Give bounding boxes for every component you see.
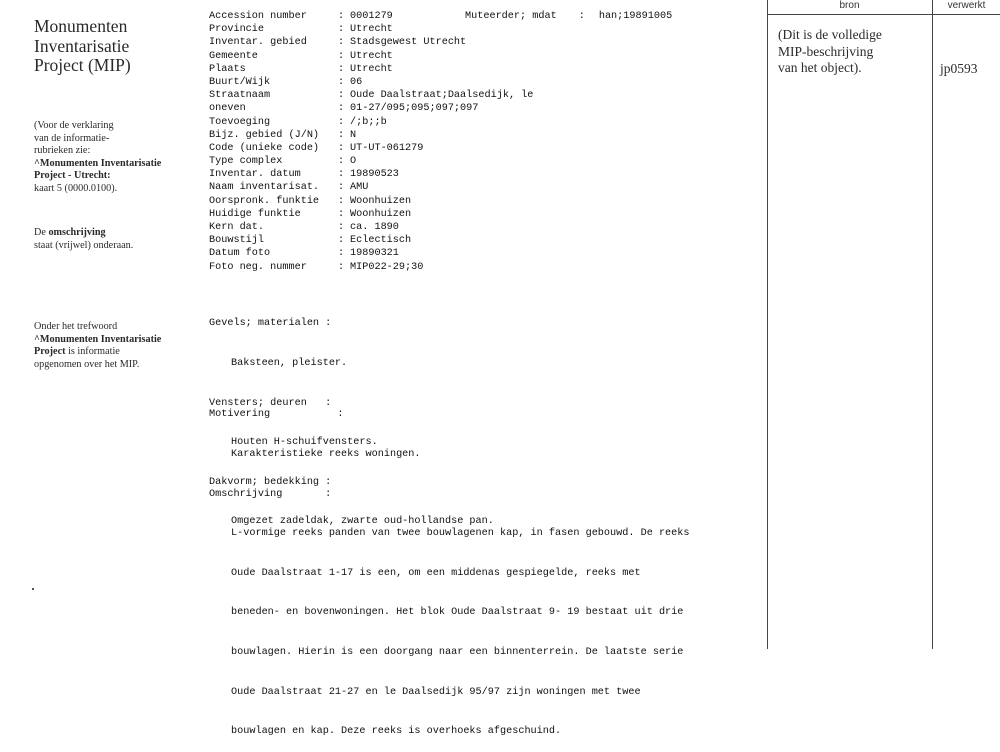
field-value: /;b;;b [350,116,387,128]
field-value: 19890321 [350,248,399,260]
section-value: Karakteristieke reeks woningen. [231,449,421,461]
note-line: Onder het trefwoord [34,321,118,332]
bron-line: MIP-beschrijving [778,43,874,59]
field-value: O [350,156,357,168]
record-field [209,168,533,181]
field-key: oneven [209,103,246,115]
field-value: 06 [350,76,363,88]
section-value: Houten H-schuifvensters. [231,437,378,449]
record-field [209,129,533,142]
field-key: Foto neg. nummer [209,261,307,273]
section-label: Motivering : [209,409,344,421]
field-key: Toevoeging [209,116,271,128]
record-field [209,208,533,221]
section-label: Vensters; deuren : [209,397,332,409]
note-bold-line: Project - Utrecht: [34,170,111,182]
record-field [209,221,533,234]
record-field [209,50,533,63]
description-line: L-vormige reeks panden van twee bouwlagenen kap, in fasen gebouwd. De reeks [231,528,690,540]
record-field [209,261,533,274]
section-label: Dakvorm; bedekking : [209,476,332,488]
field-key: Inventar. datum [209,169,301,181]
note-line: (Voor de verklaring [34,120,114,131]
record-field [209,155,533,168]
field-colon: : [338,235,345,247]
title-line-1: Monumenten [34,16,128,36]
field-key: Huidige funktie [209,208,301,220]
field-colon: : [338,169,345,181]
scan-speck [32,588,34,590]
field-key: Gemeente [209,50,258,62]
record-field [209,247,533,260]
note-bold-word: omschrijving [48,227,106,238]
bron-header: bron [839,0,860,11]
field-key: Type complex [209,156,283,168]
field-colon: : [338,222,345,233]
field-value: MIP022-29;30 [350,261,424,273]
field-colon: : [338,208,345,220]
section-value: Omgezet zadeldak, zwarte oud-hollandse pan. [231,516,494,528]
note-bold-word: Project [34,346,66,358]
section-label: Gevels; materialen : [209,318,332,330]
field-key: Buurt/Wijk [209,76,271,88]
field-colon: : [338,76,345,88]
field-colon: : [338,195,345,207]
column-divider [767,0,768,649]
column-divider [932,0,933,649]
field-value: N [350,129,357,141]
field-value: Utrecht [350,50,393,62]
field-colon: : [338,156,345,168]
field-colon: : [338,11,345,22]
note-prefix: De [34,227,49,238]
title-line-3: Project (MIP) [34,55,131,75]
reference-note [34,120,184,196]
verwerkt-value: jp0593 [940,61,978,76]
description-line: Oude Daalstraat 21-27 en le Daalsedijk 95/97 zijn woningen met twee [231,686,641,698]
field-colon: : [338,261,345,273]
field-colon: : [338,24,345,36]
note-line: rubrieken zie: [34,145,91,157]
field-colon: : [338,142,345,154]
field-value: Utrecht [350,24,393,36]
field-key: Inventar. gebied [209,37,307,49]
field-key: Plaats [209,63,246,75]
field-value: Woonhuizen [350,208,412,220]
muteerder-key: Muteerder; mdat [465,11,557,22]
field-value: Eclectisch [350,235,412,247]
record-field [209,36,533,49]
record-field [209,102,533,115]
field-value: ca. 1890 [350,222,399,233]
field-colon: : [338,129,345,141]
description-line: beneden- en bovenwoningen. Het blok Oude Daalstraat 9- 19 bestaat uit drie [231,607,684,619]
field-colon: : [338,103,345,115]
note-bold-line: ^Monumenten Inventarisatie [34,333,162,345]
note-line: kaart 5 (0000.0100). [34,182,118,194]
field-value: 19890523 [350,169,399,181]
field-key: Provincie [209,24,265,36]
record-field [209,23,533,36]
field-value: 01-27/095;095;097;097 [350,103,479,115]
bron-text [778,27,882,77]
note-line: staat (vrijwel) onderaan. [34,239,134,251]
field-value: Stadsgewest Utrecht [350,37,467,49]
field-colon: : [338,50,345,62]
field-key: Oorspronk. funktie [209,195,320,207]
record-field [209,76,533,89]
record-field [209,116,533,129]
section-value: Baksteen, pleister. [231,358,348,370]
field-colon: : [578,11,585,22]
field-key: Bouwstijl [209,235,265,247]
mip-note [34,321,184,371]
field-colon: : [338,37,345,49]
record-field [209,195,533,208]
left-title [34,17,184,76]
muteerder-field [465,10,672,23]
description-note [34,227,184,252]
bron-line: van het object). [778,60,862,75]
verwerkt-header: verwerkt [947,0,986,11]
record-field [209,142,533,155]
note-bold-line: ^Monumenten Inventarisatie [34,157,162,169]
field-value: Oude Daalstraat;Daalsedijk, le [350,90,534,102]
section-label: Omschrijving : [209,488,332,500]
field-colon: : [338,182,345,194]
field-value: AMU [350,182,369,194]
field-value: Utrecht [350,63,393,75]
field-key: Accession number [209,11,307,22]
header-divider [767,14,1000,15]
note-line: opgenomen over het MIP. [34,358,140,370]
field-value: 0001279 [350,11,393,22]
field-colon: : [338,90,345,102]
record-field [209,63,533,76]
field-key: Bijz. gebied (J/N) [209,129,320,141]
note-line: van de informatie- [34,132,110,144]
bron-line: (Dit is de volledige [778,27,882,42]
field-key: Code (unieke code) [209,142,320,154]
record-field [209,89,533,102]
field-key: Naam inventarisat. [209,182,320,194]
note-line: is informatie [65,346,120,358]
description-line: bouwlagen. Hierin is een doorgang naar een binnenterrein. De laatste serie [231,647,684,659]
field-key: Straatnaam [209,90,271,102]
record-field [209,234,533,247]
field-colon: : [338,63,345,75]
field-key: Kern dat. [209,222,265,233]
description-line: bouwlagen en kap. Deze reeks is overhoeks afgeschuind. [231,726,562,738]
field-value: Woonhuizen [350,195,412,207]
field-colon: : [338,116,345,128]
record-field [209,181,533,194]
field-value: UT-UT-061279 [350,142,424,154]
record-fields [209,10,533,274]
title-line-2: Inventarisatie [34,35,130,56]
field-colon: : [338,248,345,260]
muteerder-value: han;19891005 [598,11,673,22]
description-line: Oude Daalstraat 1-17 is een, om een middenas gespiegelde, reeks met [231,567,641,579]
motivering-section [209,382,690,752]
field-key: Datum foto [209,248,271,260]
